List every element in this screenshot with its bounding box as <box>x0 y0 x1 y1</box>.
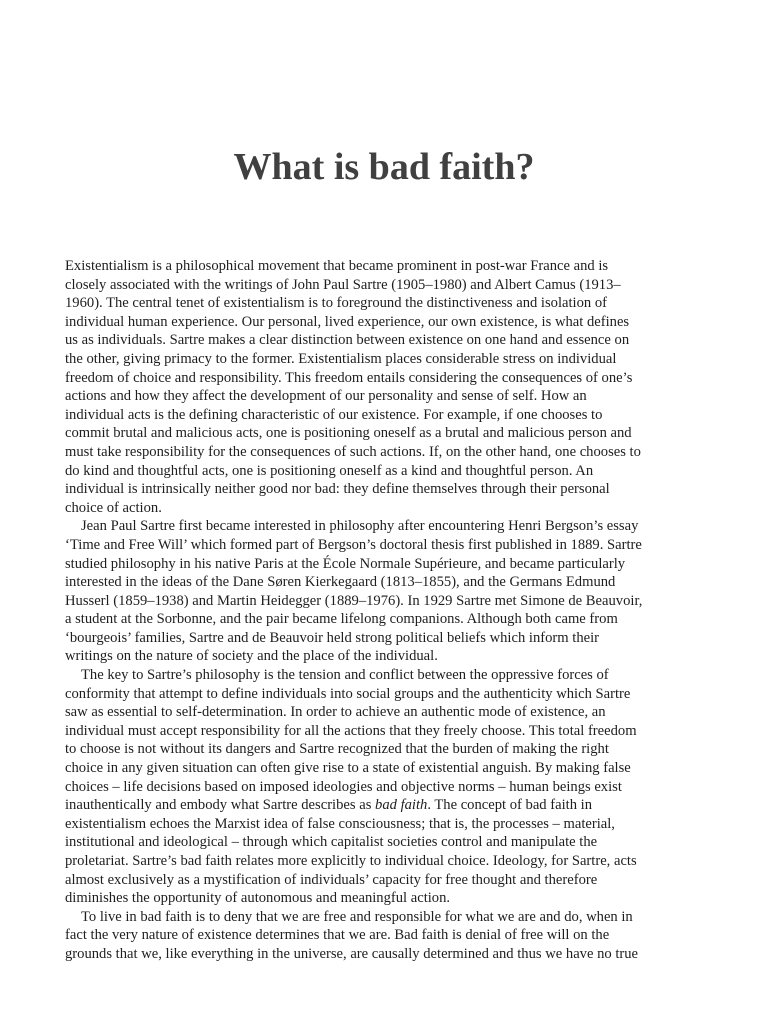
text-line: actions and how they affect the development of our personality and sense of self. How an <box>65 388 587 405</box>
emphasized-term: bad faith <box>375 797 428 814</box>
text-line: individual is intrinsically neither good nor bad: they define themselves through their personal <box>65 481 610 498</box>
text-line: saw as essential to self-determination. In order to achieve an authentic mode of existence, an <box>65 704 606 721</box>
text-line: grounds that we, like everything in the universe, are causally determined and thus we have no true <box>65 945 639 962</box>
text-line: individual human experience. Our personal, lived experience, our own existence, is what defines <box>65 313 630 330</box>
text-line: conformity that attempt to define individuals into social groups and the authenticity which Sartre <box>65 685 631 702</box>
text-line: do kind and thoughtful acts, one is positioning oneself as a kind and thoughtful person. An <box>65 462 594 479</box>
text-line: individual acts is the defining characteristic of our existence. For example, if one chooses to <box>65 406 603 423</box>
text-line: institutional and ideological – through which capitalist societies control and manipulate the <box>65 834 598 851</box>
text-line: studied philosophy in his native Paris at the École Normale Supérieure, and became particularly <box>65 555 626 572</box>
text-line: Jean Paul Sartre first became interested in philosophy after encountering Henri Bergson’s essay <box>81 518 639 535</box>
text-line: choices – life decisions based on imposed ideologies and objective norms – human beings exist <box>65 778 622 795</box>
body-text <box>65 257 705 964</box>
text-fragment: . The concept of bad faith in <box>427 797 592 814</box>
text-line: writings on the nature of society and the place of the individual. <box>65 648 438 665</box>
text-line: fact the very nature of existence determines that we are. Bad faith is denial of free will on the <box>65 927 610 944</box>
text-line: Existentialism is a philosophical movement that became prominent in post-war France and is <box>65 258 609 274</box>
text-line: individual must accept responsibility for all the actions that they freely choose. This total freedom <box>65 722 637 739</box>
text-line: ‘bourgeois’ families, Sartre and de Beauvoir held strong political beliefs which inform their <box>65 629 600 646</box>
text-line: freedom of choice and responsibility. This freedom entails considering the consequences of one’s <box>65 369 633 386</box>
text-line: The key to Sartre’s philosophy is the tension and conflict between the oppressive forces of <box>81 667 609 684</box>
text-line: almost exclusively as a mystification of individuals’ capacity for free thought and therefore <box>65 871 598 888</box>
text-line: proletariat. Sartre’s bad faith relates more explicitly to individual choice. Ideology, for Sartre, acts <box>65 853 637 869</box>
text-line: interested in the ideas of the Dane Søren Kierkegaard (1813–1855), and the Germans Edmund <box>65 574 616 591</box>
text-line: to choose is not without its dangers and Sartre recognized that the burden of making the right <box>65 741 609 758</box>
text-line: must take responsibility for the consequences of such actions. If, on the other hand, one chooses to <box>65 443 641 460</box>
page-title: What is bad faith? <box>233 146 535 188</box>
text-line: To live in bad faith is to deny that we are free and responsible for what we are and do, when in <box>81 908 633 925</box>
text-line: closely associated with the writings of John Paul Sartre (1905–1980) and Albert Camus (1913– <box>65 276 621 293</box>
text-line: commit brutal and malicious acts, one is positioning oneself as a brutal and malicious person and <box>65 425 632 442</box>
text-line: the other, giving primacy to the former. Existentialism places considerable stress on individual <box>65 350 617 367</box>
text-line: Husserl (1859–1938) and Martin Heidegger (1889–1976). In 1929 Sartre met Simone de Beauvoir, <box>65 592 643 609</box>
text-line: choice of action. <box>65 499 162 516</box>
paragraph <box>65 908 705 964</box>
text-line: a student at the Sorbonne, and the pair became lifelong companions. Although both came from <box>65 611 618 628</box>
text-line: existentialism echoes the Marxist idea of false consciousness; that is, the processes – material, <box>65 815 615 832</box>
text-line: inauthentically and embody what Sartre describes as bad faith. The concept of bad faith in <box>65 797 592 814</box>
paragraph <box>65 666 705 908</box>
paragraph <box>65 257 705 517</box>
text-line: choice in any given situation can often give rise to a state of existential anguish. By making false <box>65 760 631 777</box>
text-line: us as individuals. Sartre makes a clear distinction between existence on one hand and essence on <box>65 332 630 349</box>
text-line: 1960). The central tenet of existentialism is to foreground the distinctiveness and isolation of <box>65 295 608 312</box>
text-line: ‘Time and Free Will’ which formed part of Bergson’s doctoral thesis first published in 1889. Sartre <box>65 536 642 553</box>
paragraph <box>65 517 705 666</box>
text-line: diminishes the opportunity of autonomous and meaningful action. <box>65 890 451 907</box>
